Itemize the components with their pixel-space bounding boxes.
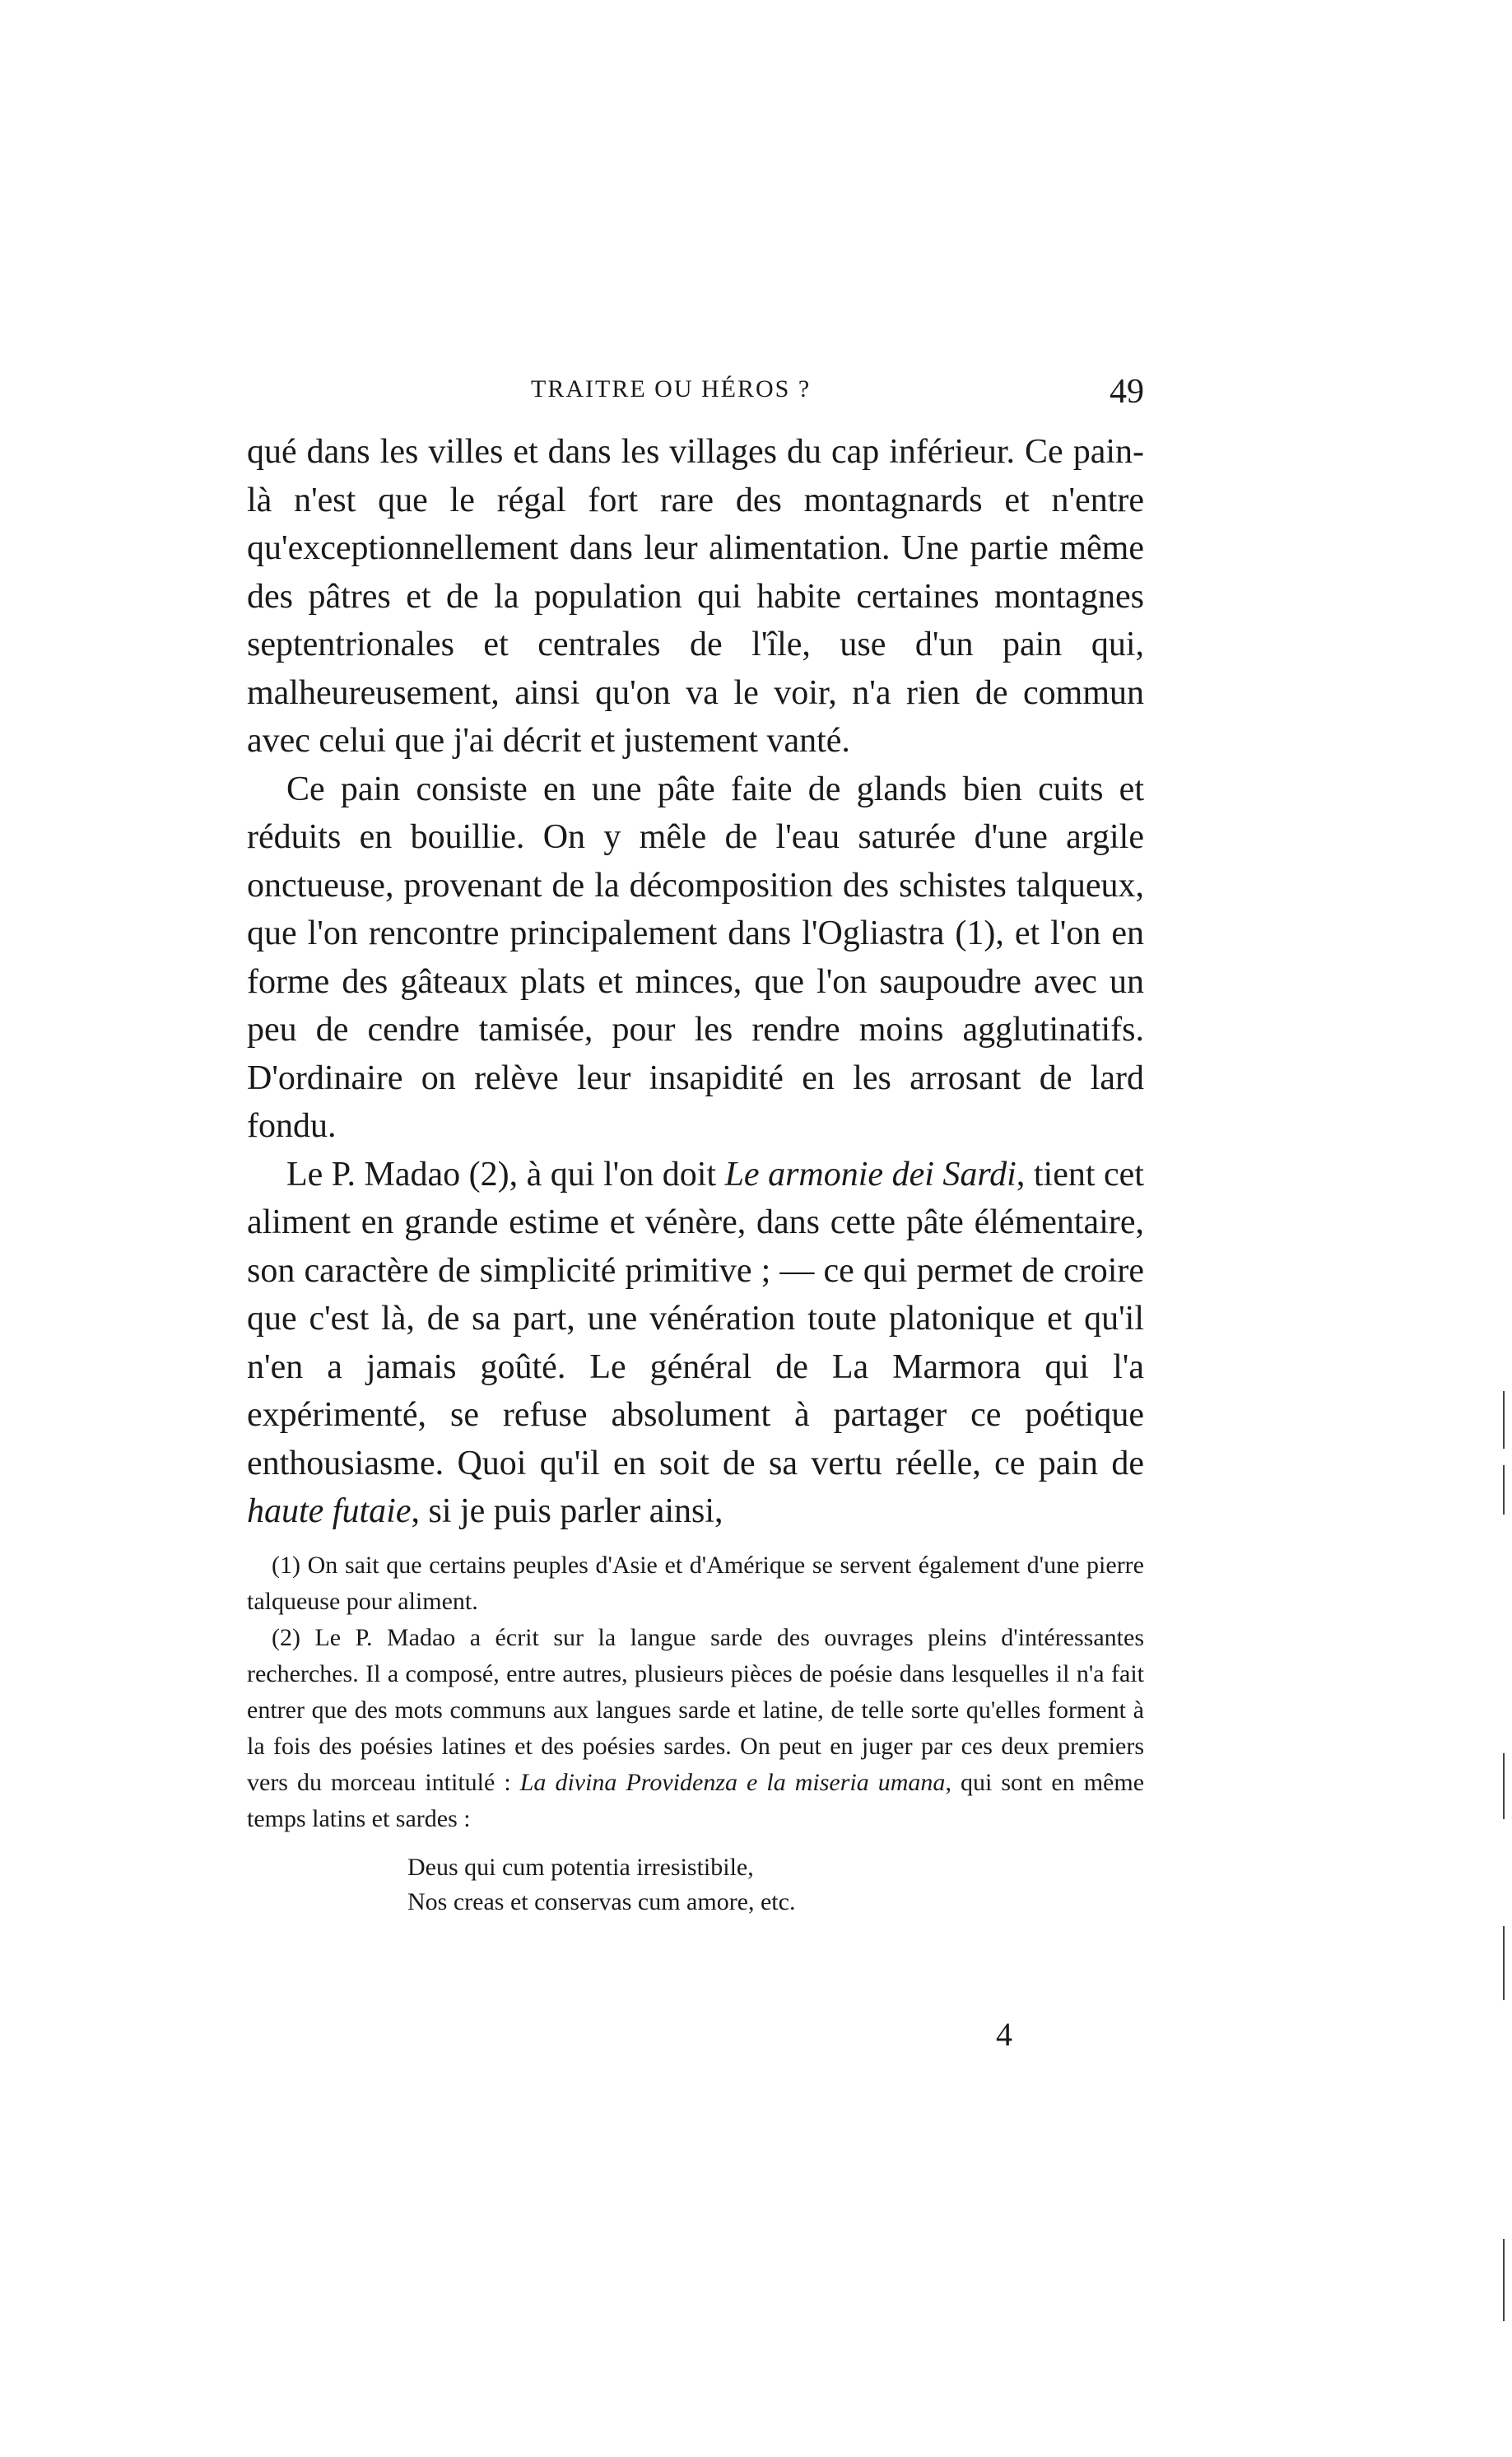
emphasis-haute-futaie: haute futaie bbox=[247, 1492, 412, 1530]
footnote-2-text-b: , qui sont en même temps latins et sardes : bbox=[247, 1769, 1145, 1832]
paragraph-3 bbox=[247, 1151, 1144, 1536]
page-number: 49 bbox=[1110, 373, 1144, 411]
margin-scan-line bbox=[1503, 1753, 1505, 1819]
paragraph-2: Ce pain consiste en une pâte faite de glands bien cuits et réduits en bouillie. On y mêle de l'eau saturée d'une argile onctueuse, provenant de la décomposition des schistes talqueux, que l'on rencontre principalement dans l'Ogliastra (1), et l'on en forme des gâteaux plats et minces, que l'on saupoudre avec un peu de cendre tamisée, pour les rendre moins agglutinatifs. D'ordinaire on relève leur insapidité en les arrosant de lard fondu. bbox=[247, 770, 1144, 1145]
paragraph-3-text-c: , si je puis parler ainsi, bbox=[411, 1492, 723, 1530]
footnote-2-text-a: (2) Le P. Madao a écrit sur la langue sarde des ouvrages pleins d'intéressantes recherches. Il a composé, entre autres, plusieurs pièces de poésie dans lesquelles il n'a fait entrer que des mots communs aux langues sarde et latine, de telle sorte qu'elles forment à la fois des poésies latines et des poésies sardes. On peut en juger par ces deux premiers vers du morceau intitulé : bbox=[247, 1624, 1144, 1796]
verse-line-1: Deus qui cum potentia irresistibile, bbox=[407, 1854, 754, 1881]
footnote-1: (1) On sait que certains peuples d'Asie et d'Amérique se servent également d'une pierre talqueuse pour aliment. bbox=[247, 1552, 1144, 1615]
signature-mark: 4 bbox=[996, 2016, 1012, 2053]
paragraph-3-text-a: Le P. Madao (2), à qui l'on doit bbox=[286, 1155, 725, 1194]
running-head: TRAITRE OU HÉROS ? bbox=[531, 375, 812, 403]
poem-title: La divina Providenza e la miseria umana bbox=[519, 1769, 946, 1796]
margin-scan-line bbox=[1503, 2239, 1505, 2321]
margin-scan-line bbox=[1503, 1465, 1505, 1515]
main-text bbox=[247, 428, 1144, 1536]
book-title-armonie: Le armonie dei Sardi bbox=[724, 1155, 1017, 1194]
paragraph-3-text-b: , tient cet aliment en grande estime et vénère, dans cette pâte élémentaire, son caractère de simplicité primitive ; — ce qui permet de croire que c'est là, de sa part, une vénération toute platonique et qu'il n'en a jamais goûté. Le général de La Marmora qui l'a expérimenté, se refuse absolument à partager ce poétique enthousiasme. Quoi qu'il en soit de sa vertu réelle, ce pain de bbox=[247, 1155, 1144, 1482]
footnotes bbox=[247, 1547, 1144, 1920]
page-header bbox=[247, 372, 1144, 421]
paragraph-1: qué dans les villes et dans les villages du cap inférieur. Ce pain-là n'est que le régal fort rare des montagnards et n'entre qu'exceptionnellement dans leur alimentation. Une partie même des pâtres et de la population qui habite certaines montagnes septentrionales et centrales de l'île, use d'un pain qui, malheureusement, ainsi qu'on va le voir, n'a rien de commun avec celui que j'ai décrit et justement vanté. bbox=[247, 433, 1144, 760]
footnote-2 bbox=[247, 1620, 1144, 1837]
verse-quote bbox=[407, 1850, 1144, 1920]
margin-scan-line bbox=[1503, 1391, 1505, 1449]
verse-line-2: Nos creas et conservas cum amore, etc. bbox=[407, 1888, 796, 1915]
margin-scan-line bbox=[1503, 1926, 1505, 2000]
